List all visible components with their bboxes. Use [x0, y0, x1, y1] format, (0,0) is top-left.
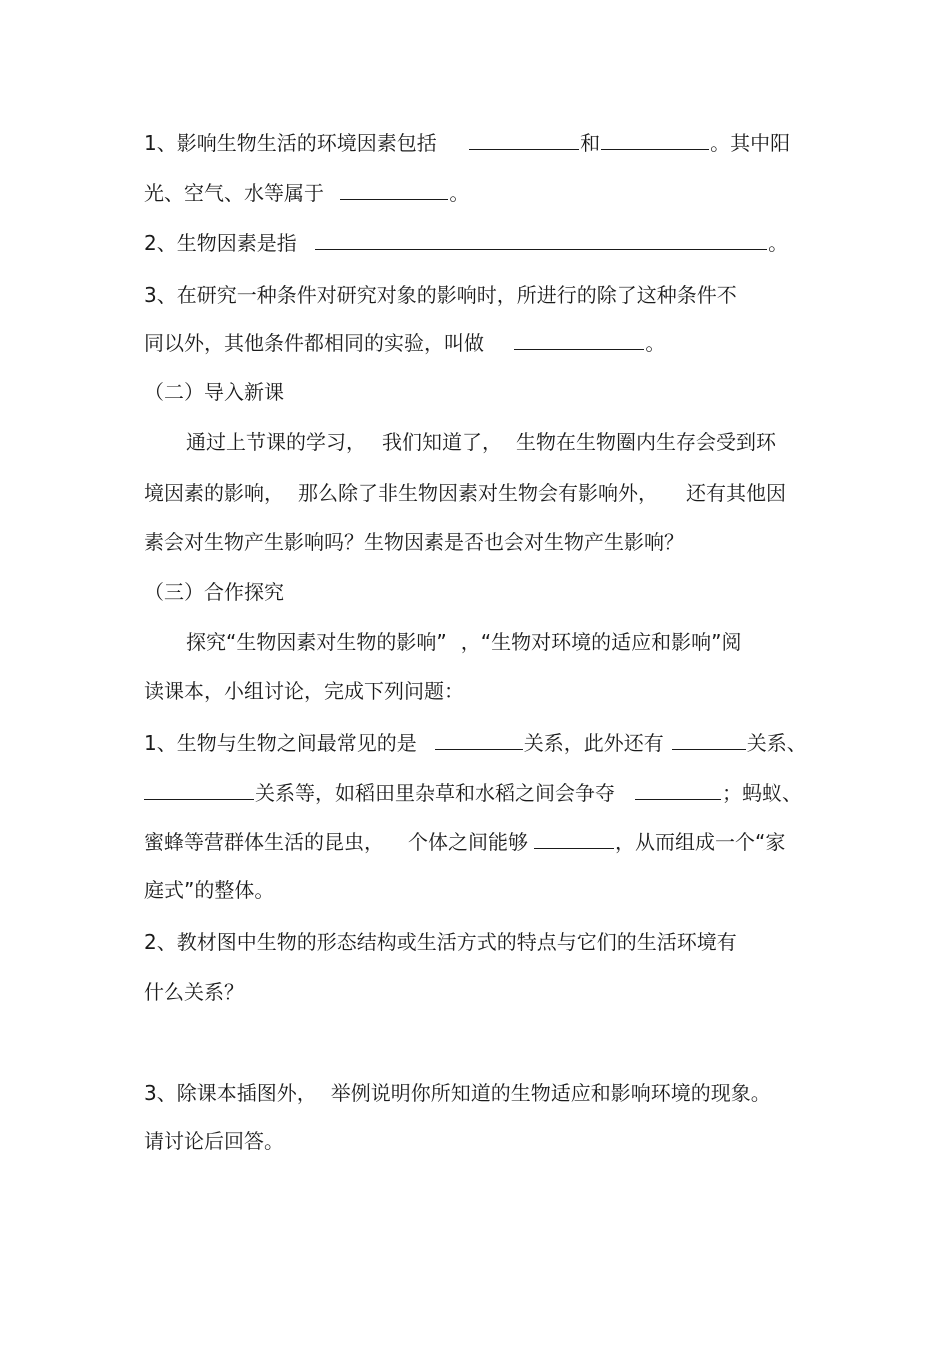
answer-blank[interactable]	[672, 731, 746, 750]
question-2-line	[144, 231, 788, 255]
intro-text-a: 通过上节课的学习，	[186, 430, 366, 454]
question-1-line-2-suffix: 。	[449, 181, 470, 205]
explore-question-1-line-1	[144, 731, 807, 755]
explore-question-2-line-1: 2、教材图中生物的形态结构或生活方式的特点与它们的生活环境有	[144, 930, 737, 954]
explore-q1-middle: 关系，此外还有	[523, 731, 664, 755]
question-1-prefix: 1、影响生物生活的环境因素包括	[144, 131, 437, 155]
explore-text-a: 探究“生物因素对生物的影响”	[186, 630, 447, 654]
explore-text-b: ，“生物对环境的适应和影响”阅	[460, 630, 742, 654]
answer-blank[interactable]	[601, 131, 709, 150]
intro-paragraph-line-2	[144, 481, 786, 505]
explore-question-3-line-1	[144, 1081, 771, 1105]
explore-q1-line-2-suffix: ；蚂蚁、	[722, 781, 802, 805]
question-3-line-1: 3、在研究一种条件对研究对象的影响时，所进行的除了这种条件不	[144, 283, 737, 307]
answer-blank[interactable]	[469, 131, 579, 150]
explore-question-1-line-2	[144, 781, 802, 805]
intro-text-c: 生物在生物圈内生存会受到环	[516, 430, 776, 454]
explore-question-1-line-4: 庭式”的整体。	[144, 878, 275, 902]
question-1-and: 和	[580, 131, 601, 155]
question-3-line-2	[144, 331, 665, 355]
answer-blank[interactable]	[315, 231, 767, 250]
question-3-suffix: 。	[645, 331, 666, 355]
explore-question-3-line-2: 请讨论后回答。	[144, 1129, 284, 1153]
intro-paragraph-line-3: 素会对生物产生影响吗？生物因素是否也会对生物产生影响？	[144, 530, 684, 554]
question-2-prefix: 2、生物因素是指	[144, 231, 297, 255]
explore-q1-line-3-a: 蜜蜂等营群体生活的昆虫，	[144, 830, 384, 854]
intro-text-a: 境因素的影响，	[144, 481, 284, 505]
question-1-line-2	[144, 181, 469, 205]
explore-q1-prefix: 1、生物与生物之间最常见的是	[144, 731, 417, 755]
question-1-line-2-prefix: 光、空气、水等属于	[144, 181, 324, 205]
section-heading-2: （二）导入新课	[144, 380, 284, 404]
answer-blank[interactable]	[514, 331, 644, 350]
explore-paragraph-line-2: 读课本，小组讨论，完成下列问题：	[144, 679, 464, 703]
answer-blank[interactable]	[435, 731, 523, 750]
answer-blank[interactable]	[635, 781, 721, 800]
explore-q3-b: 举例说明你所知道的生物适应和影响环境的现象。	[330, 1081, 771, 1105]
explore-q1-line-2-middle: 关系等，如稻田里杂草和水稻之间会争夺	[255, 781, 615, 805]
explore-q1-suffix: 关系、	[746, 731, 807, 755]
explore-question-2-line-2: 什么关系？	[144, 980, 244, 1004]
intro-text-b: 我们知道了，	[382, 430, 502, 454]
answer-blank[interactable]	[144, 781, 254, 800]
explore-question-1-line-3	[144, 830, 785, 854]
question-1-line-1	[144, 131, 790, 155]
answer-blank[interactable]	[534, 830, 614, 849]
answer-blank[interactable]	[340, 181, 448, 200]
explore-q1-line-3-c: ，从而组成一个“家	[615, 830, 786, 854]
explore-paragraph-line-1	[186, 630, 741, 654]
explore-q1-line-3-b: 个体之间能够	[408, 830, 528, 854]
question-1-suffix: 。其中阳	[710, 131, 791, 155]
section-heading-3: （三）合作探究	[144, 580, 284, 604]
intro-text-b: 那么除了非生物因素对生物会有影响外，	[298, 481, 658, 505]
intro-paragraph-line-1	[186, 430, 776, 454]
explore-q3-a: 3、除课本插图外，	[144, 1081, 317, 1105]
question-3-prefix: 同以外，其他条件都相同的实验，叫做	[144, 331, 484, 355]
intro-text-c: 还有其他因	[686, 481, 786, 505]
question-2-suffix: 。	[768, 231, 789, 255]
